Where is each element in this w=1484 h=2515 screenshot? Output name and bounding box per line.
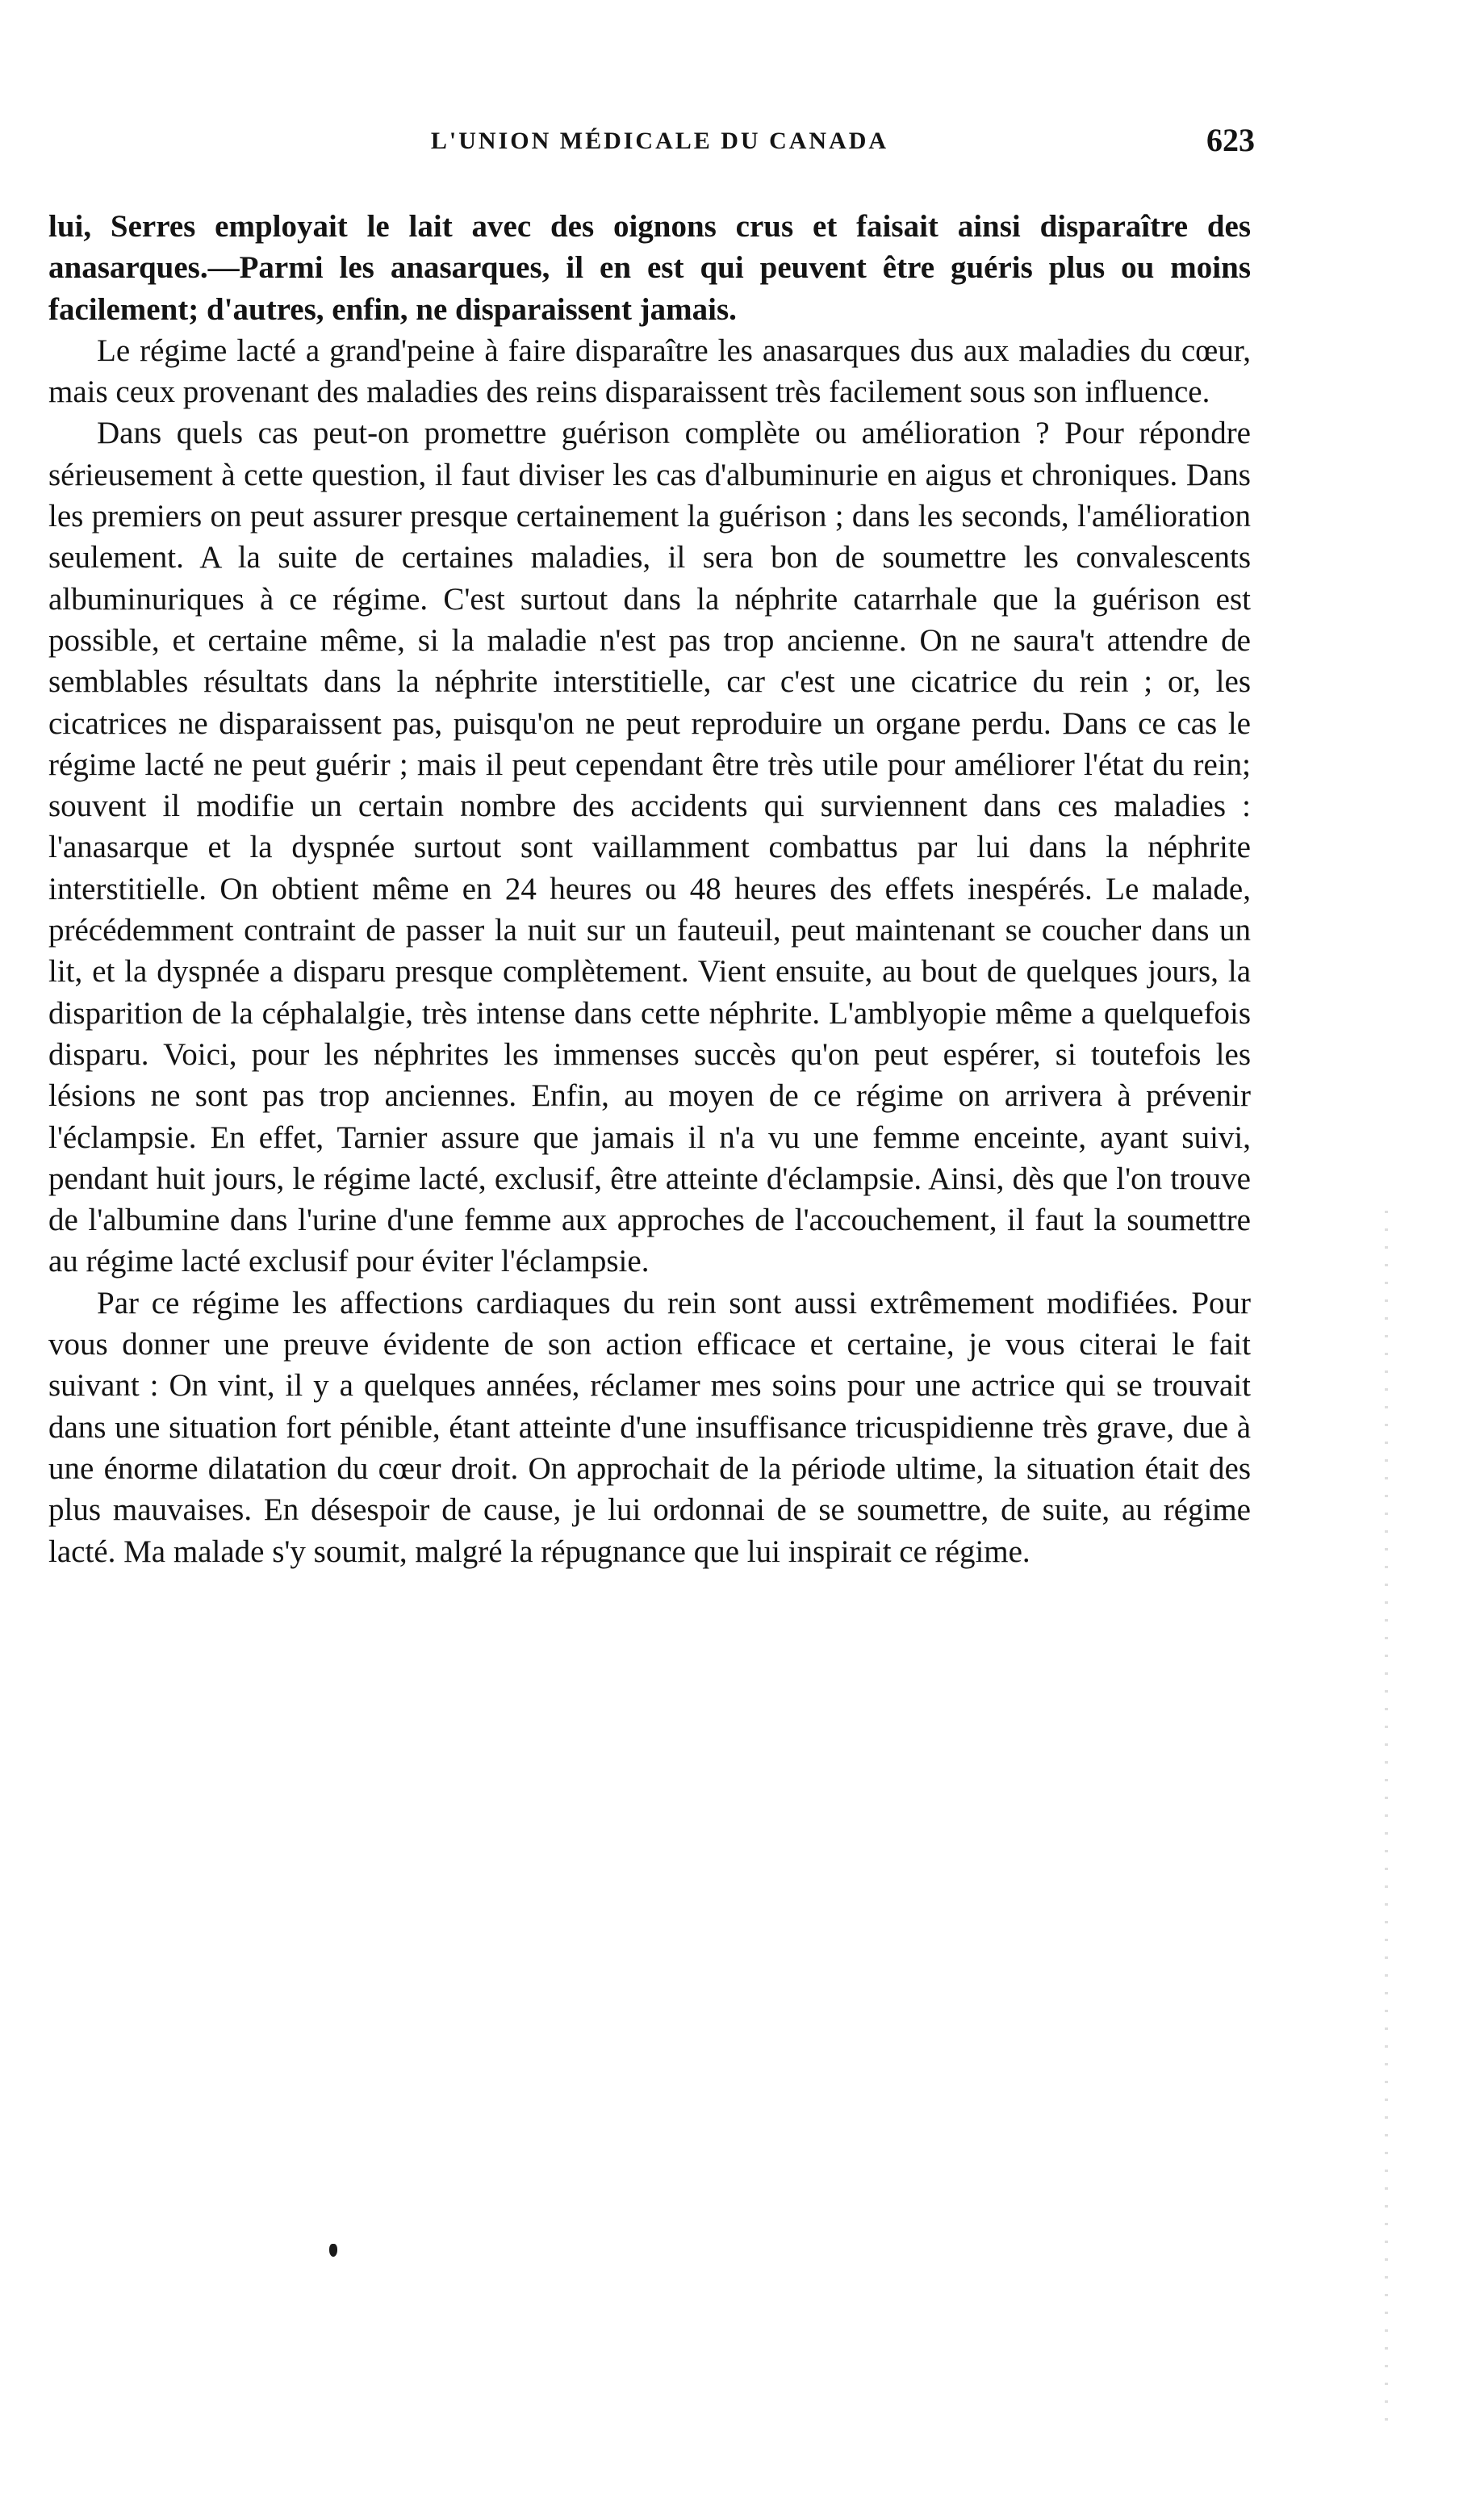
paragraph-2: Le régime lacté a grand'peine à faire disparaître les anasarques dus aux maladies du cœur, mais ceux provenant des maladies des reins disparaissent très facilement sous son influence. <box>48 333 1251 410</box>
ink-speck <box>329 2244 337 2257</box>
running-head: L'UNION MÉDICALE DU CANADA <box>430 128 889 154</box>
margin-specks <box>1385 1211 1388 2421</box>
body-text <box>48 206 1251 1572</box>
paragraph-4: Par ce régime les affections cardiaques du rein sont aussi extrêmement modifiées. Pour vous donner une preuve évidente de son action efficace et certaine, je vous citerai le fait suivant : On vint, il y a quelques années, réclamer mes soins pour une actrice qui se trouvait dans une situation fort pénible, étant atteinte d'une insuffisance tricuspidienne très grave, due à une énorme dilatation du cœur droit. On approchait de la période ultime, la situation était des plus mauvaises. En désespoir de cause, je lui ordonnai de se soumettre, de suite, au régime lacté. Ma malade s'y soumit, malgré la répugnance que lui inspirait ce régime. <box>48 1285 1251 1569</box>
page-number: 623 <box>1206 122 1255 158</box>
paragraph-1: lui, Serres employait le lait avec des oignons crus et faisait ainsi disparaître des anasarques.—Parmi les anasarques, il en est qui peuvent être guéris plus ou moins facilement; d'autres, enfin, ne disparaissent jamais. <box>48 209 1251 327</box>
page-header <box>65 121 1255 169</box>
paragraph-3: Dans quels cas peut-on promettre guérison complète ou amélioration ? Pour répondre sérieusement à cette question, il faut diviser les cas d'albuminurie en aigus et chroniques. Dans les premiers on peut assurer presque certainement la guérison ; dans les seconds, l'amélioration seulement. A la suite de certaines maladies, il sera bon de soumettre les convalescents albuminuriques à ce régime. C'est surtout dans la néphrite catarrhale que la guérison est possible, et certaine même, si la maladie n'est pas trop ancienne. On ne saura't attendre de semblables résultats dans la néphrite interstitielle, car c'est une cicatrice du rein ; or, les cicatrices ne disparaissent pas, puisqu'on ne peut reproduire un organe perdu. Dans ce cas le régime lacté ne peut guérir ; mais il peut cependant être très utile pour améliorer l'état du rein; souvent il modifie un certain nombre des accidents qui surviennent dans ces maladies : l'anasarque et la dyspnée surtout sont vaillamment combattus par lui dans la néphrite interstitielle. On obtient même en 24 heures ou 48 heures des effets inespérés. Le malade, précédemment contraint de passer la nuit sur un fauteuil, peut maintenant se coucher dans un lit, et la dyspnée a disparu presque complètement. Vient ensuite, au bout de quelques jours, la disparition de la céphalalgie, très intense dans cette néphrite. L'amblyopie même a quelquefois disparu. Voici, pour les néphrites les immenses succès qu'on peut espérer, si toutefois les lésions ne sont pas trop anciennes. Enfin, au moyen de ce régime on arrivera à prévenir l'éclampsie. En effet, Tarnier assure que jamais il n'a vu une femme enceinte, ayant suivi, pendant huit jours, le régime lacté, exclusif, être atteinte d'éclampsie. Ainsi, dès que l'on trouve de l'albumine dans l'urine d'une femme aux approches de l'accouchement, il faut la soumettre au régime lacté exclusif pour éviter l'éclampsie. <box>48 416 1251 1279</box>
